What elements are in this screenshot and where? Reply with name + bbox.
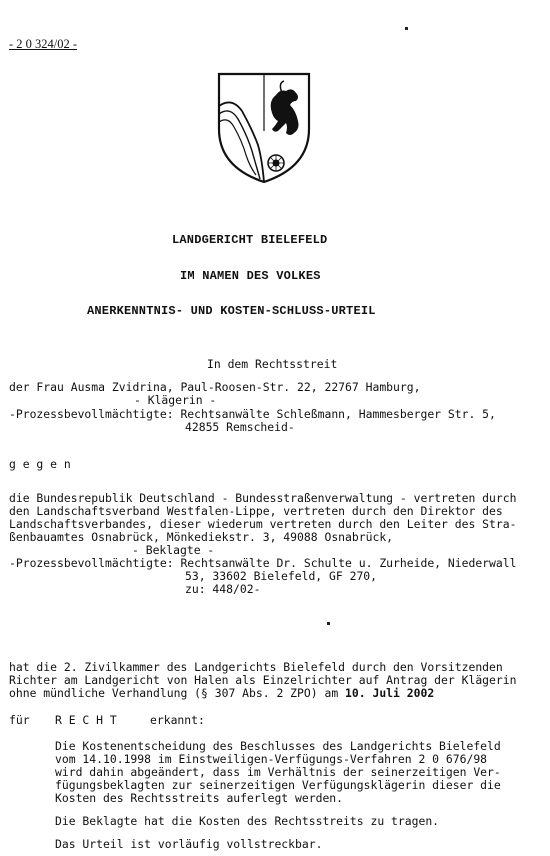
beklagte-counsel-line2: 53, 33602 Bielefeld, GF 270, — [185, 569, 378, 583]
aktenzeichen: - 2 0 324/02 - — [9, 37, 78, 51]
beklagte-counsel-line1: -Prozessbevollmächtigte: Rechtsanwälte Dr. Schulte u. Zurheide, Niederwall — [9, 556, 517, 570]
beklagte-line2: den Landschaftsverband Westfalen-Lippe, vertreten durch den Direktor des — [9, 504, 503, 518]
tenor-p1-line2: vom 14.10.1998 im Einstweiligen-Verfügungs-Verfahren 2 0 676/98 — [55, 752, 488, 766]
in-dem-rechtsstreit: In dem Rechtsstreit — [207, 357, 338, 371]
recht: R E C H T — [55, 713, 117, 727]
im-namen-des-volkes: IM NAMEN DES VOLKES — [180, 269, 321, 283]
tenor-p1-line5: Kosten des Rechtsstreits auferlegt werden. — [55, 791, 344, 805]
tenor-p3: Das Urteil ist vorläufig vollstreckbar. — [55, 837, 323, 851]
body-line2: Richter am Landgericht von Halen als Einzelrichter auf Antrag der Klägerin — [9, 673, 517, 687]
klaegerin-counsel-line1: -Prozessbevollmächtigte: Rechtsanwälte Schleßmann, Hammesberger Str. 5, — [9, 407, 496, 421]
beklagte-role: - Beklagte - — [132, 543, 215, 557]
beklagte-counsel-line3: zu: 448/02- — [185, 582, 261, 596]
scan-dot-top — [405, 27, 408, 30]
beklagte-line1: die Bundesrepublik Deutschland - Bundesstraßenverwaltung - vertreten durch — [9, 491, 517, 505]
klaegerin-counsel-line2: 42855 Remscheid- — [185, 420, 295, 434]
tenor-p1-line1: Die Kostenentscheidung des Beschlusses des Landgerichts Bielefeld — [55, 739, 501, 753]
tenor-p2: Die Beklagte hat die Kosten des Rechtsstreits zu tragen. — [55, 814, 440, 828]
erkannt: erkannt: — [150, 713, 205, 727]
court-name: LANDGERICHT BIELEFELD — [172, 233, 328, 247]
tenor-p1-line3: wird dahin abgeändert, dass im Verhältnis der seinerzeitigen Ver- — [55, 765, 501, 779]
body-line1: hat die 2. Zivilkammer des Landgerichts Bielefeld durch den Vorsitzenden — [9, 660, 503, 674]
body-line3-text: ohne mündliche Verhandlung (§ 307 Abs. 2 ZPO) am — [9, 686, 346, 700]
nrw-coat-of-arms-emblem — [216, 71, 312, 185]
judgment-date: 10. Juli 2002 — [345, 686, 435, 700]
klaegerin-role: - Klägerin - — [134, 393, 217, 407]
scan-dot — [327, 622, 330, 625]
urteil-type: ANERKENNTNIS- UND KOSTEN-SCHLUSS-URTEIL — [87, 304, 376, 318]
gegen: g e g e n — [9, 457, 71, 471]
tenor-p1-line4: fügungsbeklagten zur seinerzeitigen Verfügungsklägerin dieser die — [55, 778, 501, 792]
beklagte-line4: ßenbauamtes Osnabrück, Mönkediekstr. 3, 49088 Osnabrück, — [9, 530, 394, 544]
body-line3 — [9, 687, 434, 700]
beklagte-line3: Landschaftsverbandes, dieser wiederum vertreten durch den Leiter des Stra- — [9, 517, 517, 531]
klaegerin-line: der Frau Ausma Zvidrina, Paul-Roosen-Str. 22, 22767 Hamburg, — [9, 380, 421, 394]
fuer: für — [9, 713, 30, 727]
